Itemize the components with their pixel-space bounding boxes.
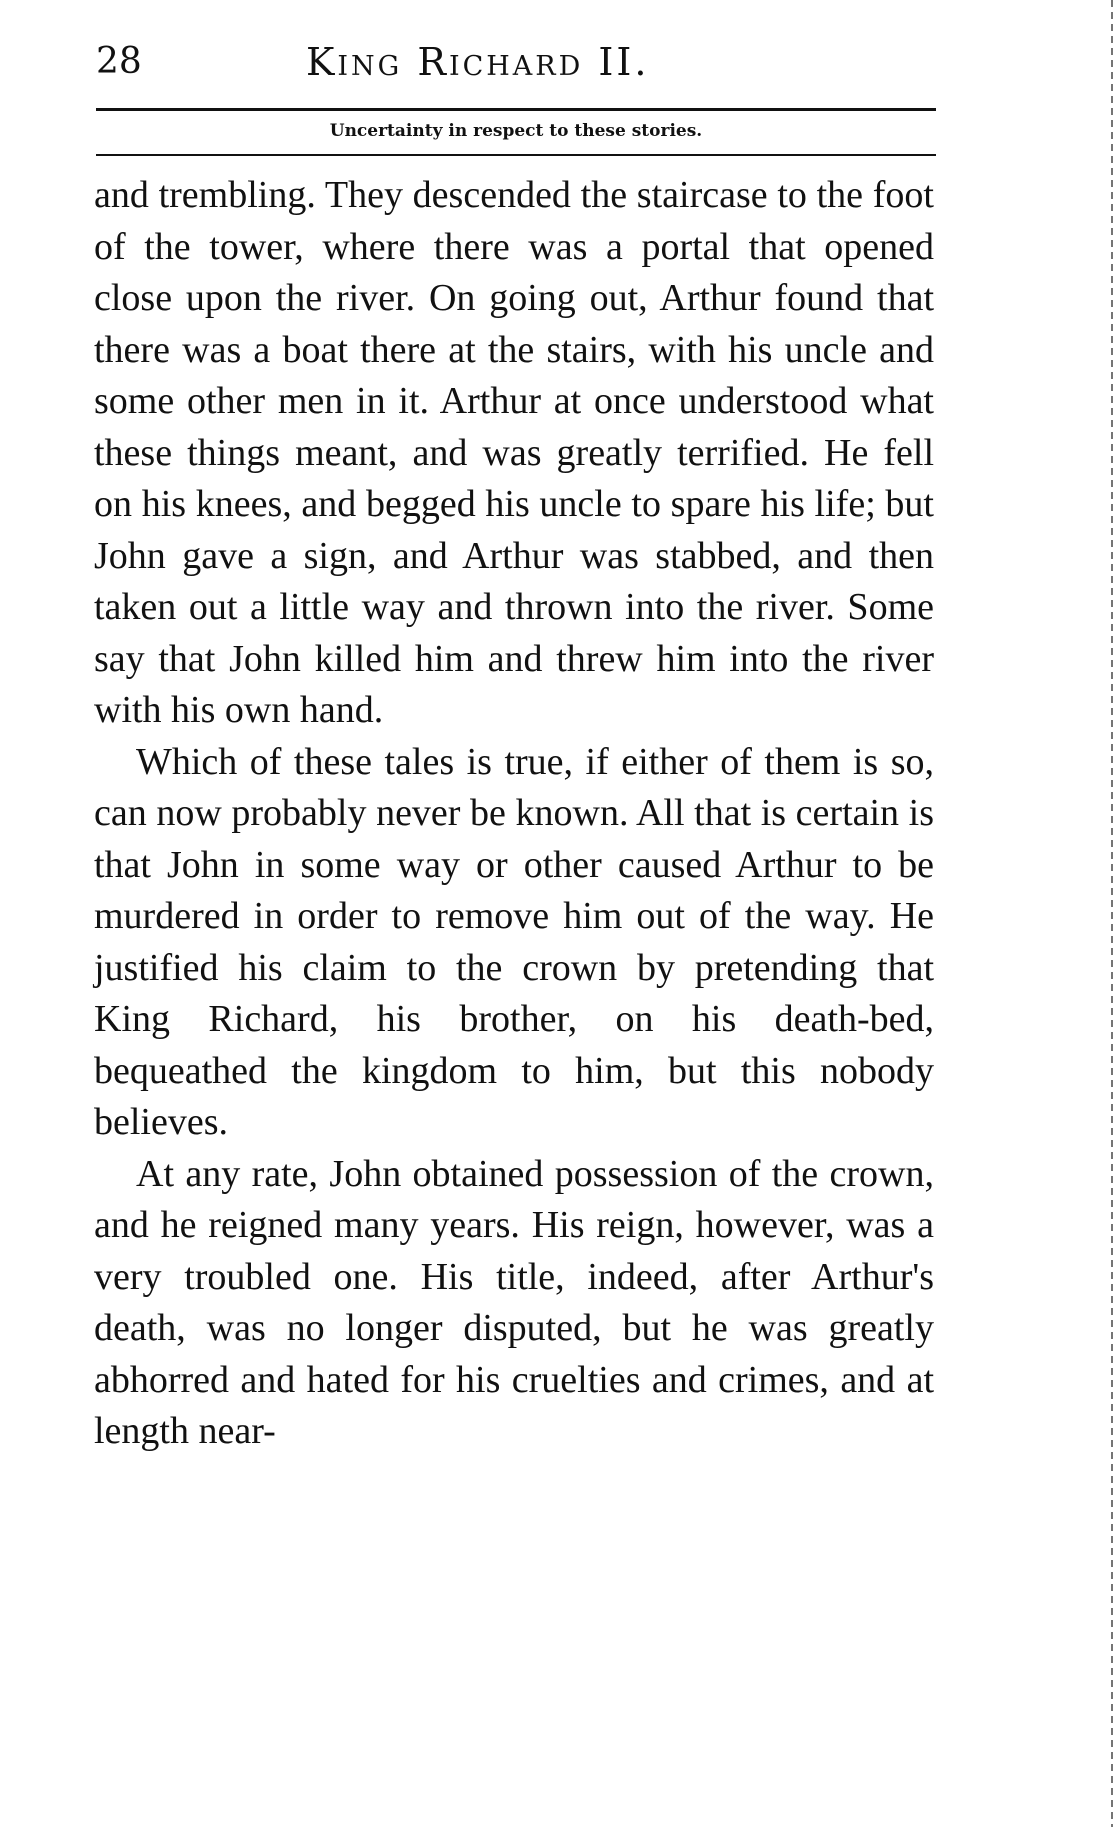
page-header [96,36,936,92]
side-note: Uncertainty in respect to these stories. [329,121,703,141]
page-number: 28 [96,41,142,82]
running-title: King Richard II. [306,40,650,84]
header-rule-bottom [96,154,936,156]
paragraph-3: At any rate, John obtained possession of the crown, and he reigned many years. His reign, however, was a very troubled one. His title, indeed, after Arthur's death, was no longer disputed, but he was greatly abhorred and hated for his cruelties and crimes, and at length near- [94,1152,934,1452]
page-edge [1111,0,1113,1827]
paragraph-1: and trembling. They descended the staircase to the foot of the tower, where there was a portal that opened close upon the river. On going out, Arthur found that there was a boat there at the stairs, with his uncle and some other men in it. Arthur at once understood what these things meant, and was greatly terrified. He fell on his knees, and begged his uncle to spare his life; but John gave a sign, and Arthur was stabbed, and then taken out a little way and thrown into the river. Some say that John killed him and threw him into the river with his own hand. [94,174,934,731]
header-rule-top [96,108,936,111]
body-text [94,170,934,1458]
paragraph-2: Which of these tales is true, if either of them is so, can now probably never be known. All that is certain is that John in some way or other caused Arthur to be murdered in order to remove him out of the way. He justified his claim to the crown by pretending that King Richard, his brother, on his death-bed, bequeathed the kingdom to him, but this nobody believes. [94,740,934,1143]
